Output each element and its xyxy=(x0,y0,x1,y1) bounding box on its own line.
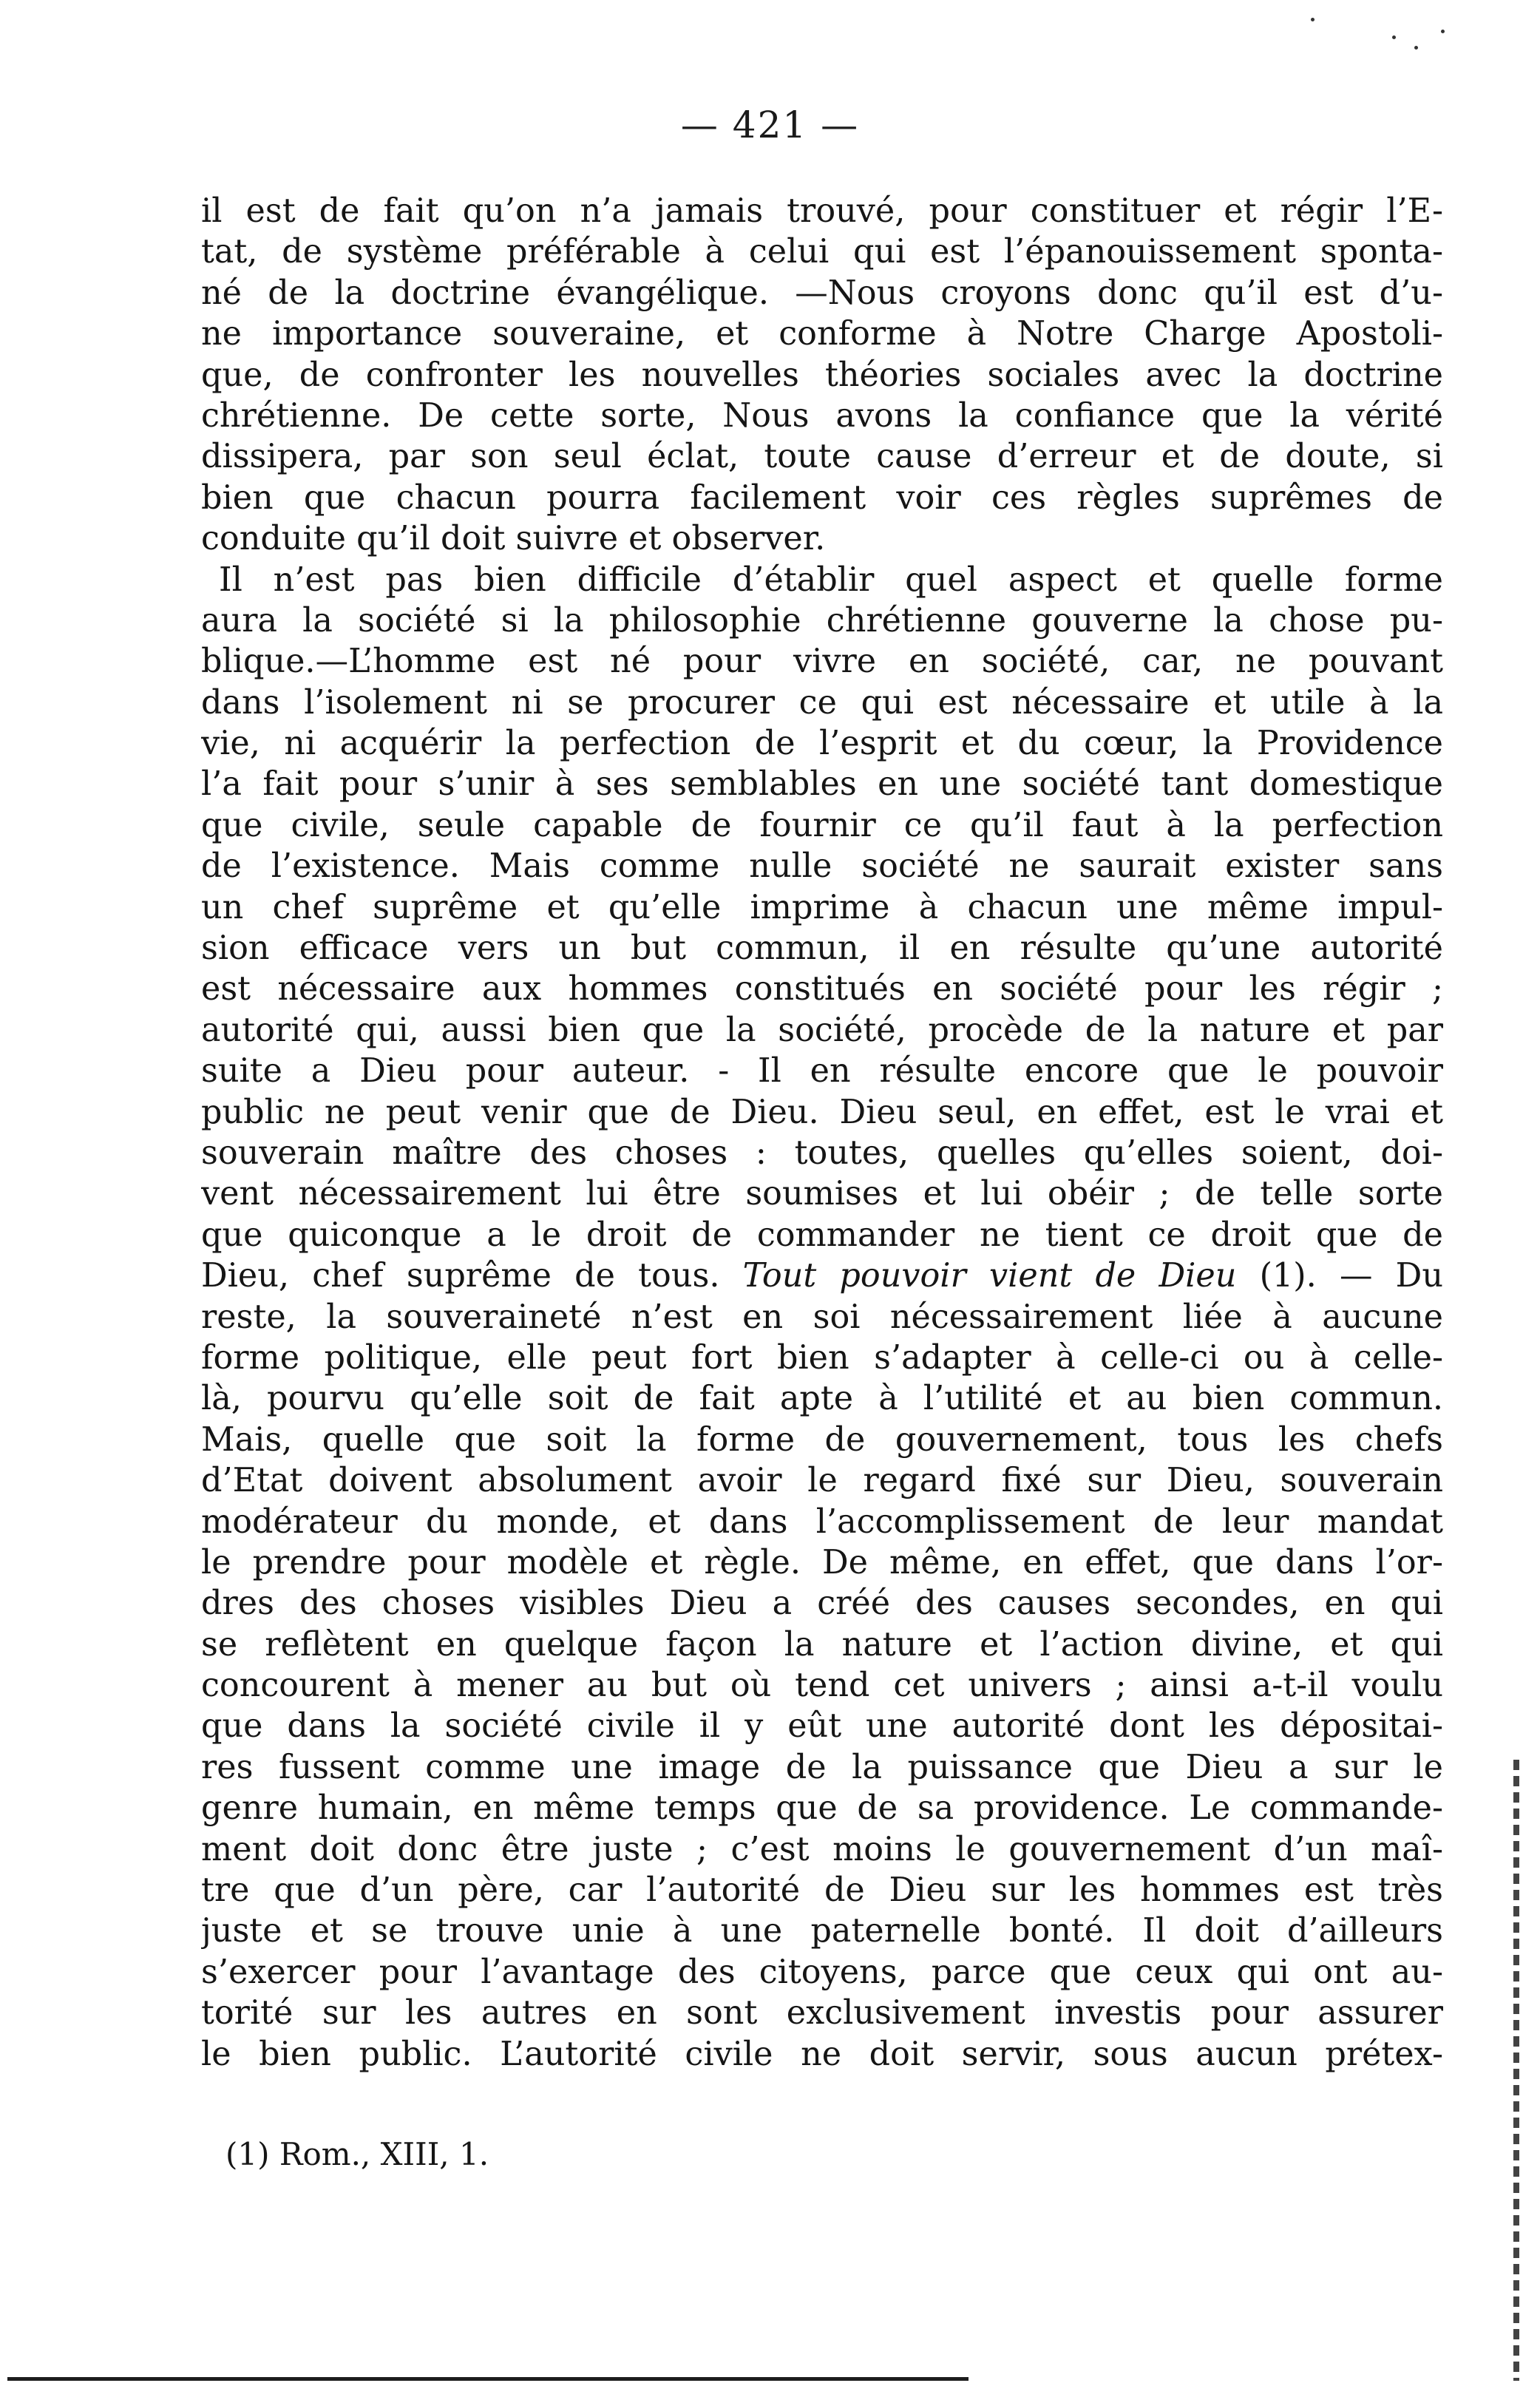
text-line: Dieu, chef suprême de tous. Tout pouvoir vient de Dieu (1). — Du xyxy=(201,1257,1443,1295)
text-line: conduite qu’il doit suivre et observer. xyxy=(201,520,826,558)
text-line: modérateur du monde, et dans l’accomplissement de leur mandat xyxy=(201,1502,1443,1541)
paper-specks xyxy=(1303,13,1451,58)
text-line: Il n’est pas bien difficile d’établir quel aspect et quelle forme xyxy=(219,560,1443,599)
text-line: chrétienne. De cette sorte, Nous avons la confiance que la vérité xyxy=(201,396,1443,435)
text-line: tre que d’un père, car l’autorité de Dieu sur les hommes est très xyxy=(201,1871,1443,1910)
text-line: reste, la souveraineté n’est en soi nécessairement liée à aucune xyxy=(201,1298,1443,1336)
text-line: aura la société si la philosophie chrétienne gouverne la chose pu- xyxy=(201,601,1443,640)
text-line: concourent à mener au but où tend cet univers ; ainsi a-t-il voulu xyxy=(201,1667,1443,1705)
text-line: se reflètent en quelque façon la nature et l’action divine, et qui xyxy=(201,1625,1443,1664)
text-line: genre humain, en même temps que de sa providence. Le commande- xyxy=(201,1789,1443,1828)
text-line: l’a fait pour s’unir à ses semblables en une société tant domestique xyxy=(201,765,1443,804)
text-line: ne importance souveraine, et conforme à Notre Charge Apostoli- xyxy=(201,315,1443,353)
text-line: de l’existence. Mais comme nulle société ne saurait exister sans xyxy=(201,847,1443,886)
text-line: que, de confronter les nouvelles théories sociales avec la doctrine xyxy=(201,356,1443,394)
text-line: res fussent comme une image de la puissance que Dieu a sur le xyxy=(201,1748,1443,1786)
text-line: Mais, quelle que soit la forme de gouvernement, tous les chefs xyxy=(201,1420,1443,1459)
text-line: blique.—L’homme est né pour vivre en société, car, ne pouvant xyxy=(201,643,1443,681)
text-line: tat, de système préférable à celui qui est l’épanouissement sponta- xyxy=(201,233,1443,271)
text-line: dissipera, par son seul éclat, toute cause d’erreur et de doute, si xyxy=(201,438,1443,476)
text-line: vie, ni acquérir la perfection de l’esprit et du cœur, la Providence xyxy=(201,725,1443,763)
text-line: autorité qui, aussi bien que la société, procède de la nature et par xyxy=(201,1011,1443,1049)
text-line: vent nécessairement lui être soumises et lui obéir ; de telle sorte xyxy=(201,1175,1443,1213)
text-line: sion efficace vers un but commun, il en résulte qu’une autorité xyxy=(201,929,1443,968)
text-line: le bien public. L’autorité civile ne doit servir, sous aucun prétex- xyxy=(201,2035,1443,2073)
footnote: (1) Rom., XIII, 1. xyxy=(225,2136,489,2172)
text-line: d’Etat doivent absolument avoir le regard fixé sur Dieu, souverain xyxy=(201,1462,1443,1500)
text-line: juste et se trouve unie à une paternelle bonté. Il doit d’ailleurs xyxy=(201,1912,1443,1950)
text-line: forme politique, elle peut fort bien s’adapter à celle-ci ou à celle- xyxy=(201,1338,1443,1377)
text-line: ment doit donc être juste ; c’est moins le gouvernement d’un maî- xyxy=(201,1830,1443,1868)
text-line: que dans la société civile il y eût une autorité dont les dépositai- xyxy=(201,1707,1443,1746)
text-line: le prendre pour modèle et règle. De même, en effet, que dans l’or- xyxy=(201,1543,1443,1582)
text-line: suite a Dieu pour auteur. - Il en résulte encore que le pouvoir xyxy=(201,1052,1443,1091)
text-line: s’exercer pour l’avantage des citoyens, parce que ceux qui ont au- xyxy=(201,1953,1443,1991)
text-line: bien que chacun pourra facilement voir ces règles suprêmes de xyxy=(201,478,1443,517)
text-line: un chef suprême et qu’elle imprime à chacun une même impul- xyxy=(201,888,1443,926)
text-line: il est de fait qu’on n’a jamais trouvé, pour constituer et régir l’E- xyxy=(201,192,1443,230)
text-line: torité sur les autres en sont exclusivement investis pour assurer xyxy=(201,1994,1443,2033)
page-edge-mark xyxy=(1513,1760,1519,2381)
text-line: public ne peut venir que de Dieu. Dieu seul, en effet, est le vrai et xyxy=(201,1093,1443,1131)
text-line: souverain maître des choses : toutes, quelles qu’elles soient, doi- xyxy=(201,1133,1443,1172)
text-line: là, pourvu qu’elle soit de fait apte à l’utilité et au bien commun. xyxy=(201,1380,1443,1418)
text-line: que civile, seule capable de fournir ce qu’il faut à la perfection xyxy=(201,806,1443,844)
text-line: que quiconque a le droit de commander ne tient ce droit que de xyxy=(201,1216,1443,1254)
text-line: né de la doctrine évangélique. —Nous croyons donc qu’il est d’u- xyxy=(201,274,1443,312)
bottom-scan-rule xyxy=(7,2377,969,2381)
text-line: dans l’isolement ni se procurer ce qui est nécessaire et utile à la xyxy=(201,683,1443,722)
text-line: dres des choses visibles Dieu a créé des causes secondes, en qui xyxy=(201,1584,1443,1623)
body-text xyxy=(201,191,1443,2075)
page-number: — 421 — xyxy=(680,104,860,146)
text-line: est nécessaire aux hommes constitués en société pour les régir ; xyxy=(201,970,1443,1009)
